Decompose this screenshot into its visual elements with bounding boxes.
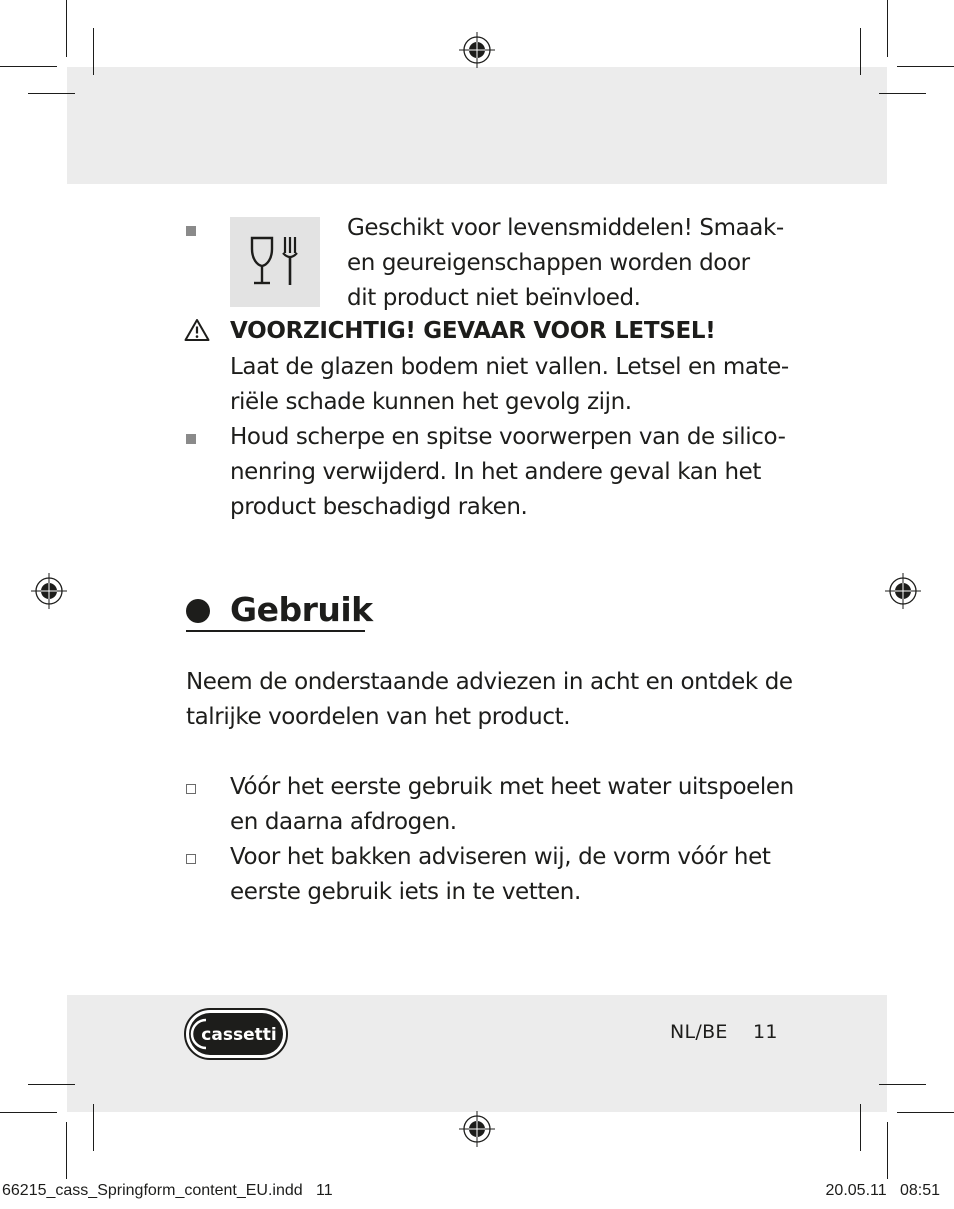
- crop-mark: [93, 1104, 94, 1151]
- crop-mark: [28, 93, 75, 94]
- crop-mark: [93, 28, 94, 75]
- crop-mark: [887, 1122, 888, 1179]
- crop-mark: [879, 93, 926, 94]
- registration-mark-icon: [459, 32, 495, 68]
- step-line: en daarna afdrogen.: [230, 809, 457, 835]
- crop-mark: [66, 0, 67, 57]
- checkbox-bullet: [186, 854, 196, 864]
- warning-title: VOORZICHTIG! GEVAAR VOOR LETSEL!: [230, 318, 716, 344]
- bullet-square: [186, 226, 196, 236]
- registration-mark-icon: [885, 573, 921, 609]
- cassetti-logo: [184, 1008, 288, 1060]
- page-number: 11: [753, 1021, 778, 1043]
- food-note-line: dit product niet beïnvloed.: [347, 285, 641, 311]
- crop-mark: [0, 1112, 57, 1113]
- warning-line: Laat de glazen bodem niet vallen. Letsel en mate-: [230, 354, 789, 380]
- sharp-objects-line: product beschadigd raken.: [230, 494, 528, 520]
- warning-line: riële schade kunnen het gevolg zijn.: [230, 389, 632, 415]
- crop-mark: [0, 66, 57, 67]
- locale-label: NL/BE: [670, 1021, 728, 1043]
- food-safe-icon-box: [230, 217, 320, 307]
- checkbox-bullet: [186, 784, 196, 794]
- intro-line: Neem de onderstaande adviezen in acht en ontdek de: [186, 669, 793, 695]
- slug-datetime: 20.05.11 08:51: [825, 1182, 940, 1199]
- crop-mark: [28, 1084, 75, 1085]
- section-heading: Gebruik: [230, 590, 373, 629]
- step-line: Vóór het eerste gebruik met heet water uitspoelen: [230, 774, 794, 800]
- sharp-objects-line: nenring verwijderd. In het andere geval kan het: [230, 459, 762, 485]
- intro-line: talrijke voordelen van het product.: [186, 704, 571, 730]
- crop-mark: [860, 28, 861, 75]
- section-underline: [186, 630, 365, 632]
- warning-triangle-icon: [184, 318, 210, 342]
- slug-file: 66215_cass_Springform_content_EU.indd 11: [2, 1182, 333, 1199]
- header-band: [67, 67, 887, 184]
- crop-mark: [66, 1122, 67, 1179]
- crop-mark: [897, 66, 954, 67]
- crop-mark: [860, 1104, 861, 1151]
- bullet-square: [186, 434, 196, 444]
- crop-mark: [879, 1084, 926, 1085]
- registration-mark-icon: [31, 573, 67, 609]
- glass-fork-icon: [230, 217, 320, 307]
- logo-text: cassetti: [201, 1025, 277, 1045]
- registration-mark-icon: [459, 1111, 495, 1147]
- step-line: Voor het bakken adviseren wij, de vorm vóór het: [230, 844, 771, 870]
- crop-mark: [887, 0, 888, 57]
- crop-mark: [897, 1112, 954, 1113]
- food-note-line: Geschikt voor levensmiddelen! Smaak-: [347, 215, 784, 241]
- food-note-line: en geureigenschappen worden door: [347, 250, 750, 276]
- step-line: eerste gebruik iets in te vetten.: [230, 879, 581, 905]
- sharp-objects-line: Houd scherpe en spitse voorwerpen van de silico-: [230, 424, 786, 450]
- section-bullet-icon: [186, 599, 210, 623]
